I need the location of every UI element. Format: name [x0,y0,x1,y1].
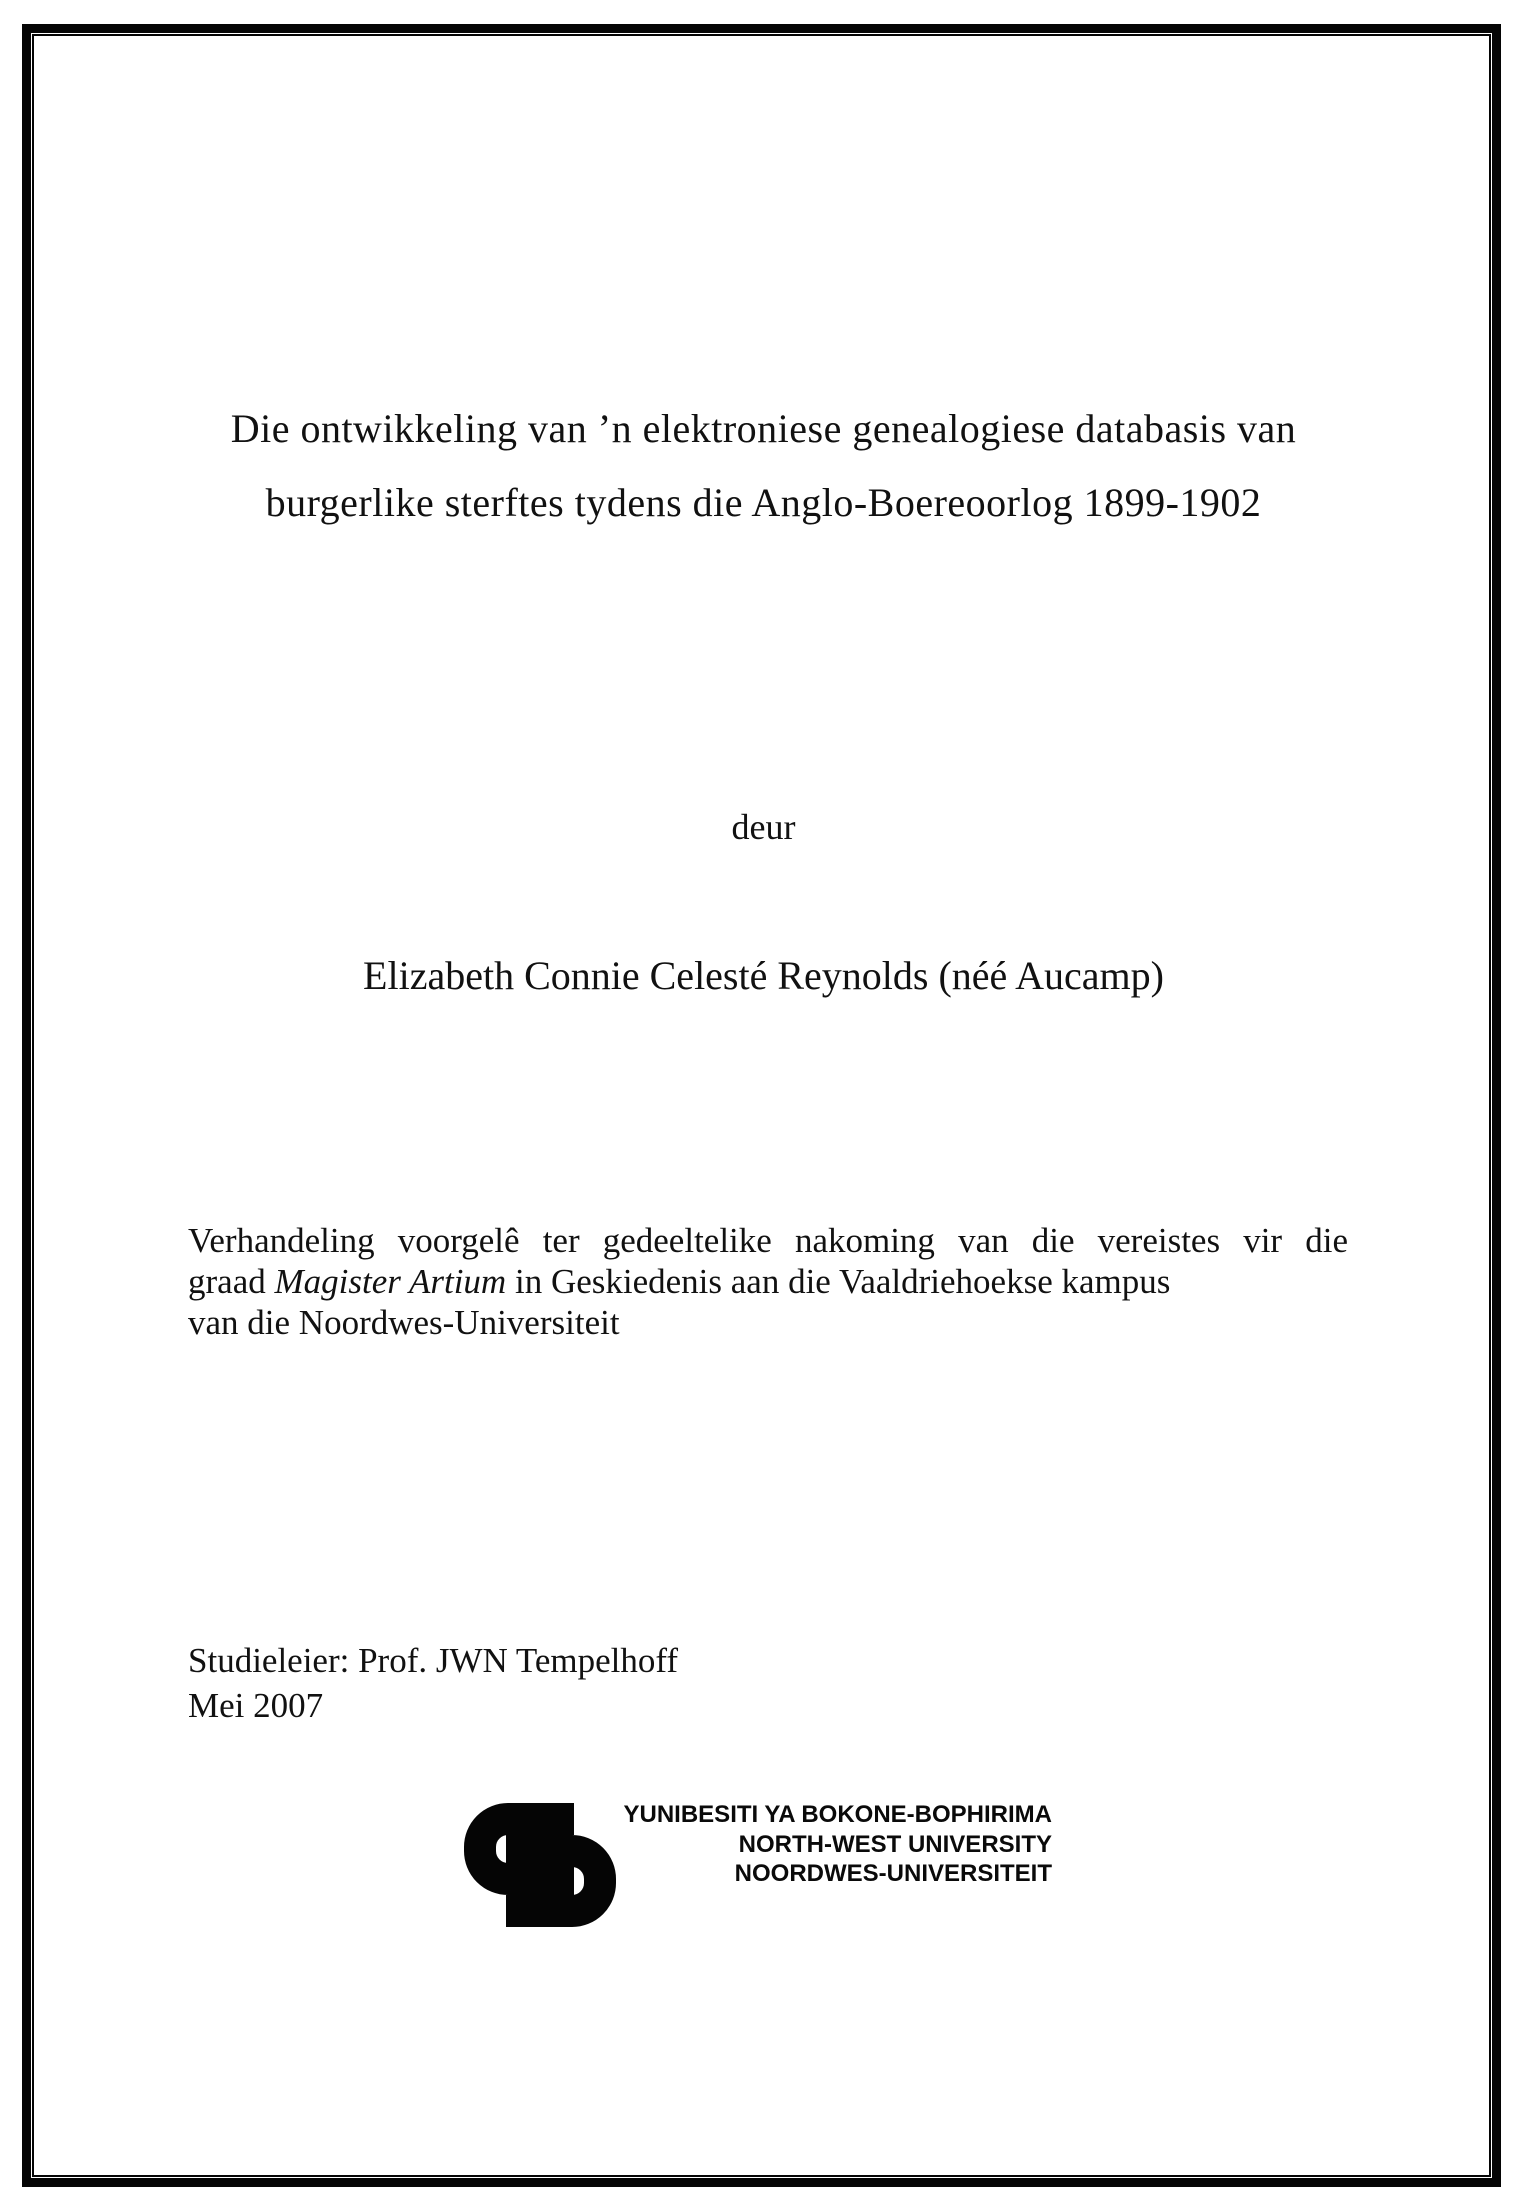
logo-text-setswana: YUNIBESITI YA BOKONE-BOPHIRIMA [623,1801,1052,1828]
degree-statement-line2 [188,1261,1348,1302]
date-line: Mei 2007 [188,1686,324,1725]
author-name: Elizabeth Connie Celesté Reynolds (néé Aucamp) [363,953,1164,998]
degree-statement [188,1220,1348,1343]
degree-statement-line2-suffix: in Geskiedenis aan die Vaaldriehoekse kampus [506,1262,1171,1301]
thesis-title [90,392,1437,540]
university-logo-text [614,1797,1052,1889]
logo-text-english: NORTH-WEST UNIVERSITY [738,1830,1052,1858]
degree-statement-line1: Verhandeling voorgelê ter gedeeltelike nakoming van die vereistes vir die [188,1221,1348,1260]
nwu-chain-link-logo-icon [463,1801,617,1929]
degree-name-italic: Magister Artium [274,1262,507,1301]
degree-statement-line3: van die Noordwes-Universiteit [188,1303,620,1342]
supervisor-line: Studieleier: Prof. JWN Tempelhoff [188,1641,679,1680]
logo-text-afrikaans: NOORDWES-UNIVERSITEIT [734,1860,1052,1887]
byline: deur [731,807,796,847]
supervisor-block [188,1638,678,1728]
thesis-title-line1: Die ontwikkeling van ’n elektroniese genealogiese databasis van [230,406,1297,451]
thesis-title-line2: burgerlike sterftes tydens die Anglo-Boereoorlog 1899-1902 [265,480,1262,525]
degree-statement-line2-prefix: graad [188,1262,275,1301]
university-logo [463,1797,1052,1929]
